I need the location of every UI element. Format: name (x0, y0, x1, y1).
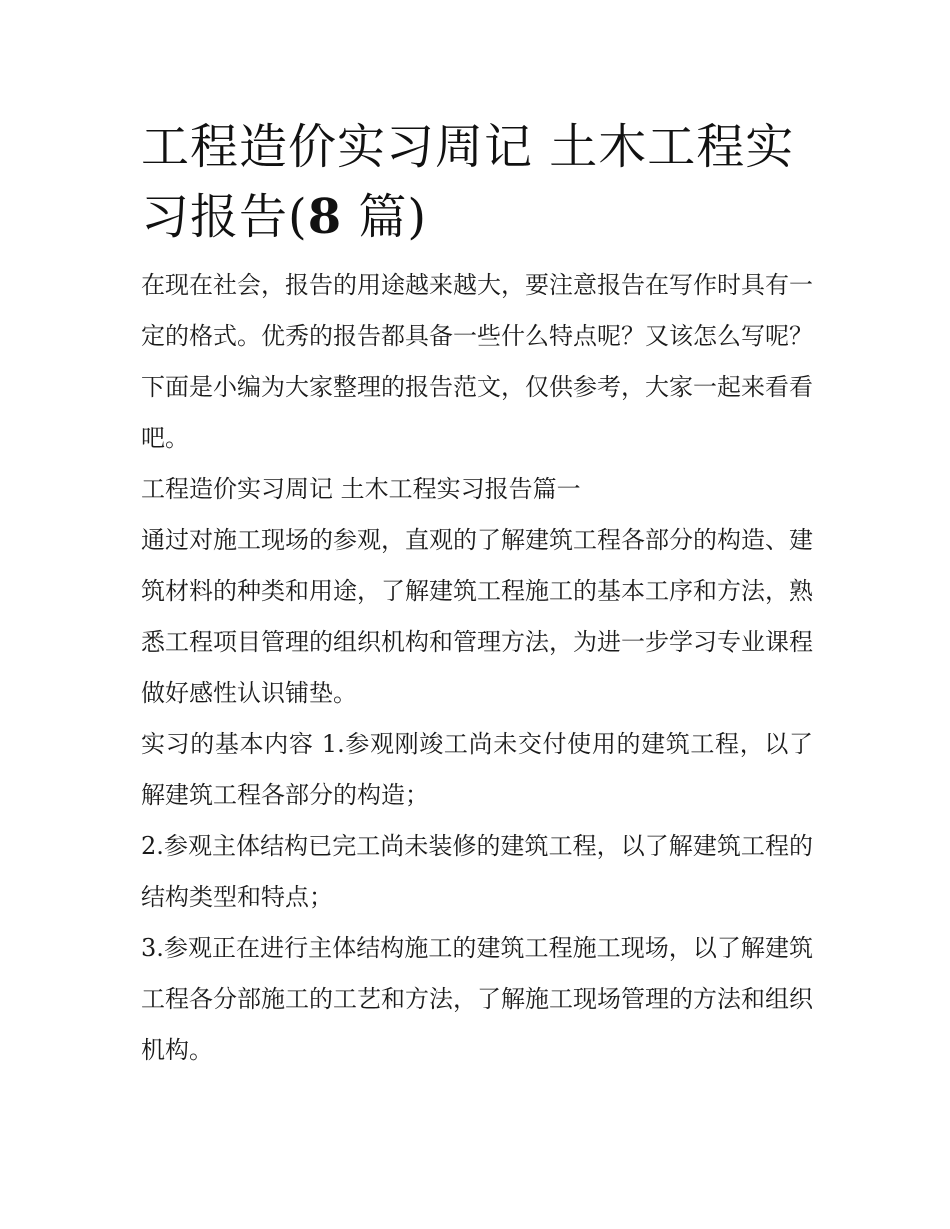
document-title (141, 112, 813, 252)
content-item-1: 实习的基本内容 1.参观刚竣工尚未交付使用的建筑工程，以了解建筑工程各部分的构造； (141, 730, 813, 809)
title-text: 工程造价实习周记 土木工程实习报告( (141, 119, 795, 245)
intro-paragraph: 在现在社会，报告的用途越来越大，要注意报告在写作时具有一定的格式。优秀的报告都具备一些什么特点呢？又该怎么写呢？下面是小编为大家整理的报告范文，仅供参考，大家一起来看看吧。 (141, 271, 813, 452)
purpose-paragraph: 通过对施工现场的参观，直观的了解建筑工程各部分的构造、建筑材料的种类和用途，了解建筑工程施工的基本工序和方法，熟悉工程项目管理的组织机构和管理方法，为进一步学习专业课程做好感性认识铺垫。 (141, 526, 813, 707)
content-item-2: 2.参观主体结构已完工尚未装修的建筑工程，以了解建筑工程的结构类型和特点； (141, 832, 813, 911)
document-page (141, 112, 813, 1076)
title-count: 8 (307, 189, 343, 245)
section-heading: 工程造价实习周记 土木工程实习报告篇一 (141, 475, 581, 503)
title-suffix: 篇) (342, 189, 428, 245)
content-item-3: 3.参观正在进行主体结构施工的建筑工程施工现场，以了解建筑工程各分部施工的工艺和方法，了解施工现场管理的方法和组织机构。 (141, 934, 813, 1064)
